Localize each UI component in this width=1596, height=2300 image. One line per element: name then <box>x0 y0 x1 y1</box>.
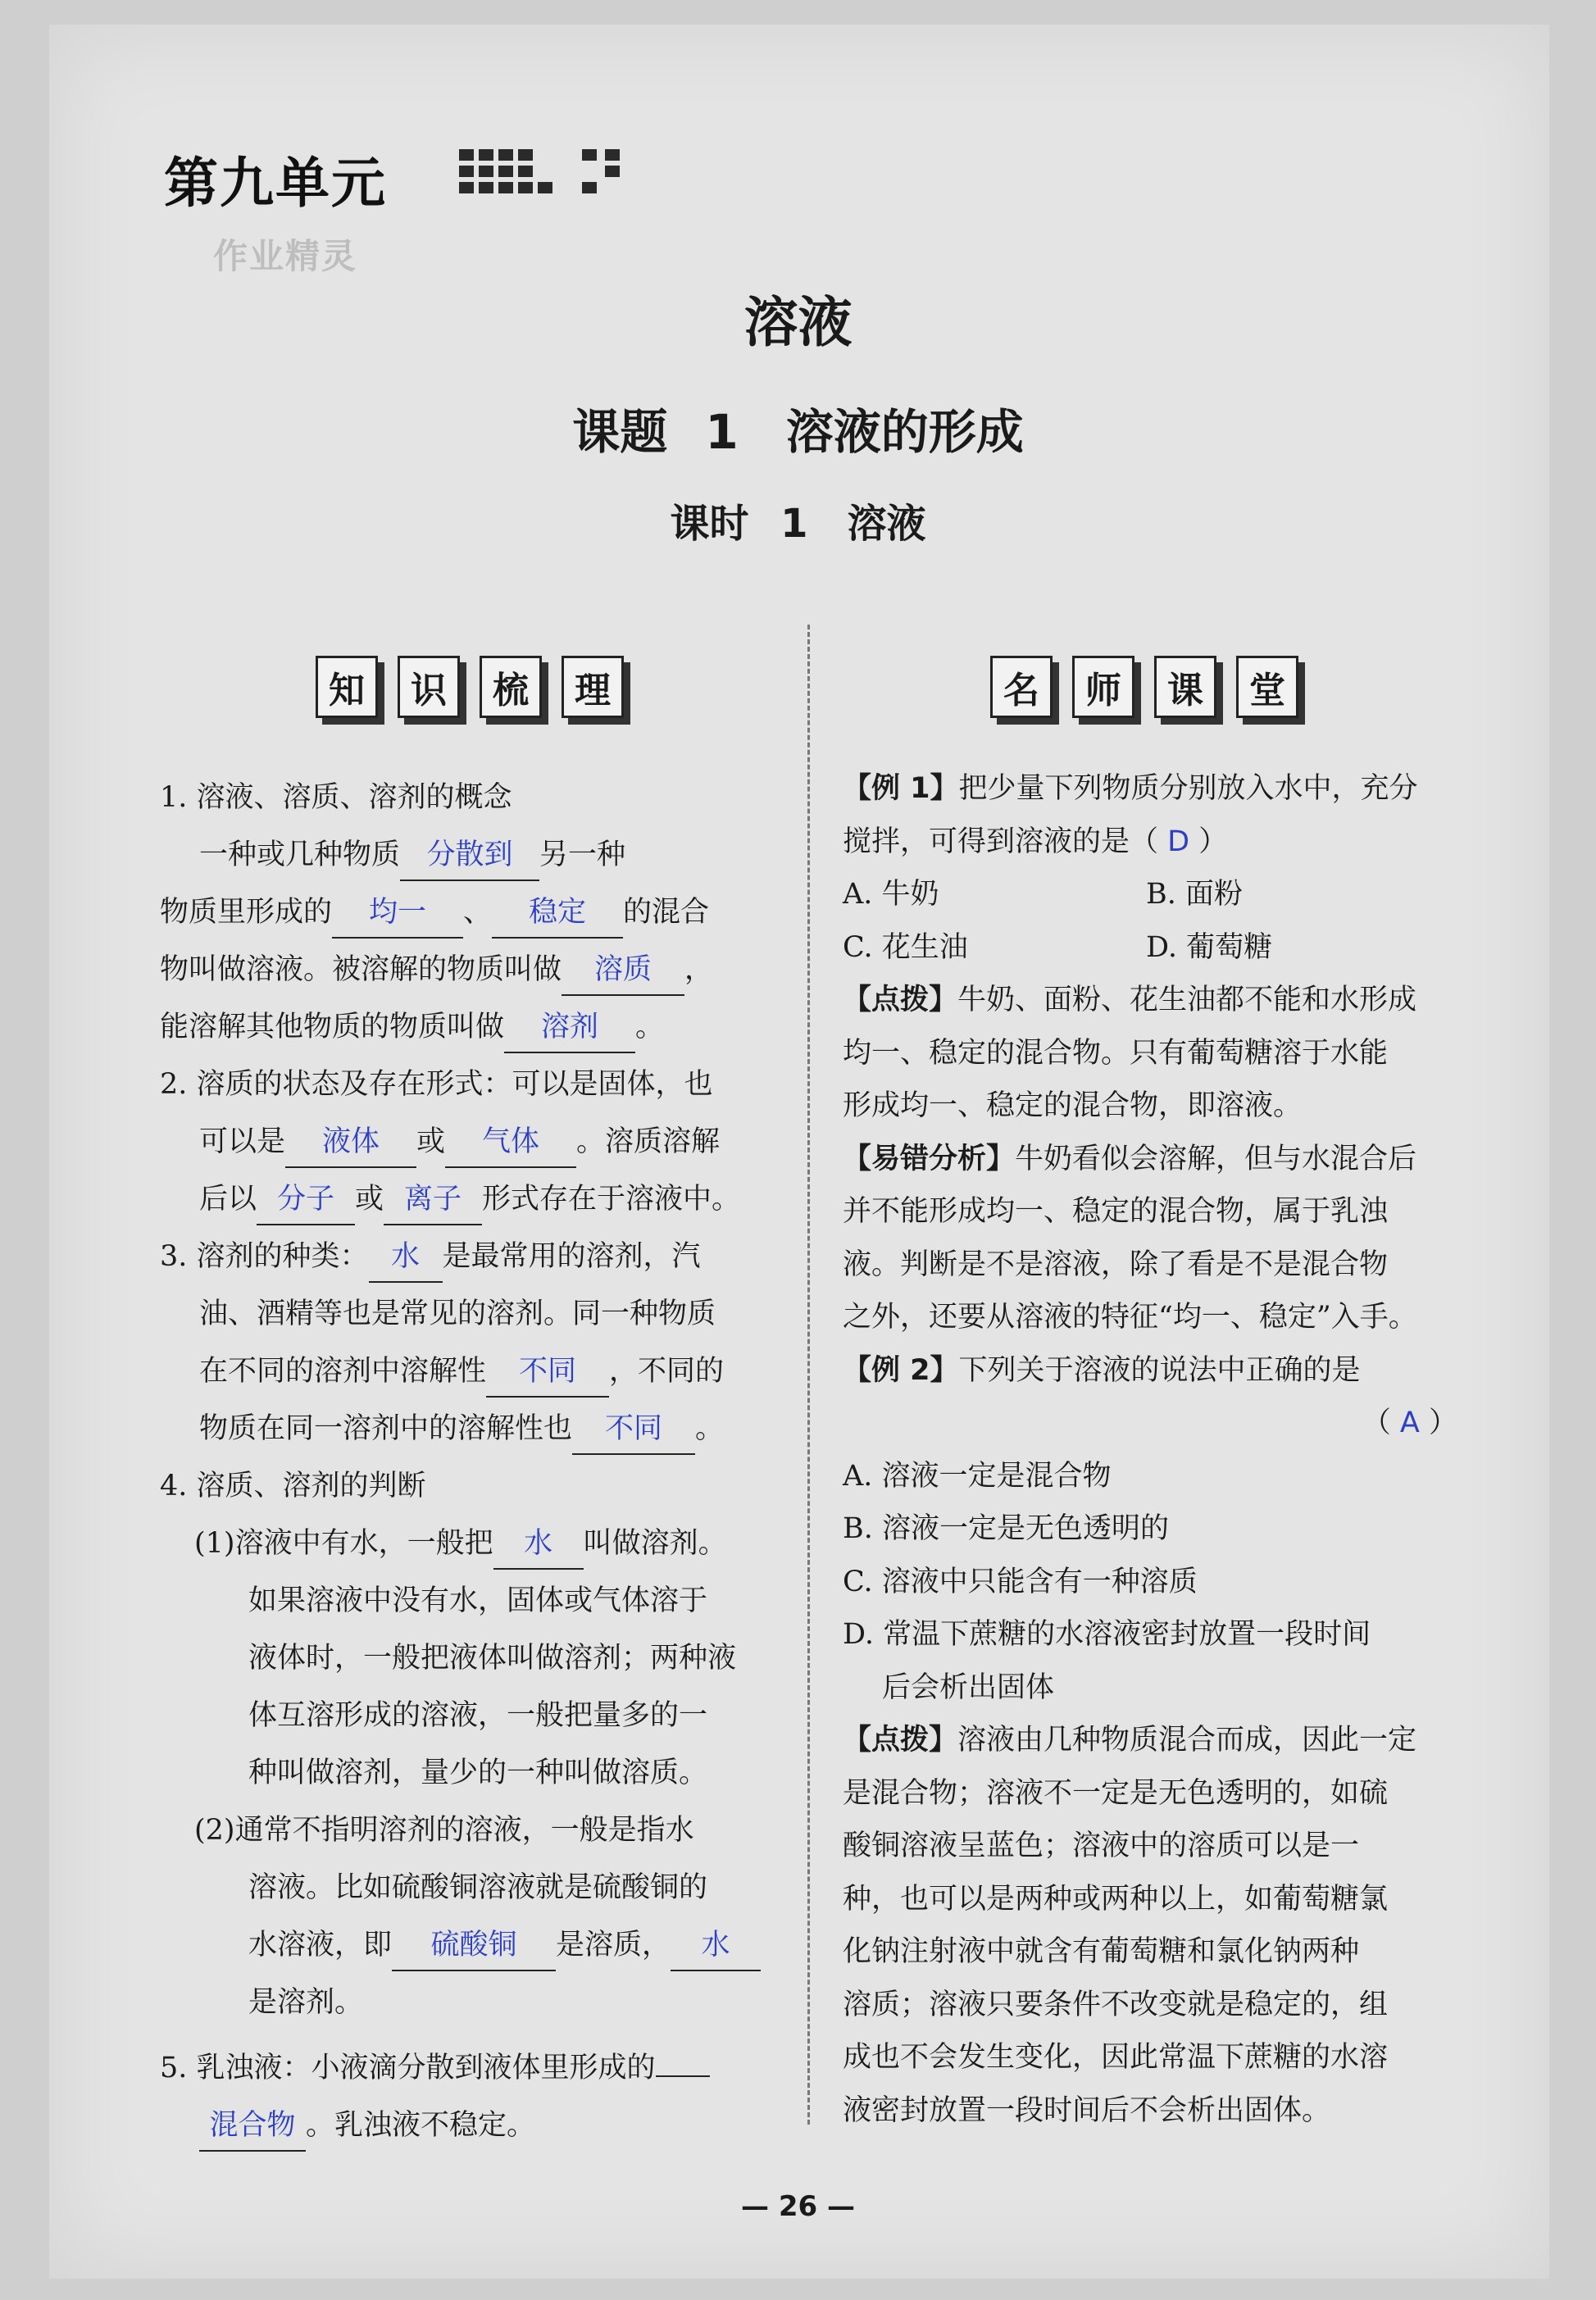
example-tag: 【例 2】 <box>843 1353 959 1387</box>
heading-char: 知 <box>316 656 378 718</box>
text: 另一种 <box>539 839 626 871</box>
heading-char: 理 <box>562 656 624 718</box>
answer-blank[interactable] <box>384 1180 482 1225</box>
text-line: 溶质；溶液只要条件不改变就是稳定的，组 <box>843 1988 1389 2021</box>
option-a: A. 溶液一定是混合物 <box>843 1459 1112 1493</box>
answer-blank[interactable] <box>671 1925 761 1971</box>
handwritten-answer: 溶剂 <box>541 1011 599 1043</box>
answer-blank[interactable] <box>199 2106 306 2152</box>
answer-blank[interactable] <box>504 1007 635 1053</box>
text: ） <box>1419 1407 1457 1439</box>
answer-blank[interactable] <box>562 950 684 996</box>
text: 溶液由几种物质混合而成，因此一定 <box>957 1724 1417 1757</box>
text: 的混合 <box>623 896 710 929</box>
tip-tag: 【点拨】 <box>843 984 958 1016</box>
handwritten-answer: 分散到 <box>426 839 513 871</box>
text-line: 液密封放置一段时间后不会析出固体。 <box>843 2093 1331 2127</box>
text-line: (2)通常不指明溶剂的溶液，一般是指水 <box>194 1814 694 1847</box>
text: 牛奶看似会溶解，但与水混合后 <box>1015 1142 1417 1175</box>
text-line: 是溶剂。 <box>248 1986 364 2019</box>
text: 在不同的溶剂中溶解性 <box>199 1355 487 1388</box>
text: 。溶质溶解 <box>576 1125 721 1158</box>
example-1-options <box>843 868 1466 974</box>
text: ） <box>1189 825 1228 858</box>
answer-blank[interactable] <box>285 1122 416 1168</box>
knowledge-summary-heading <box>316 656 624 718</box>
option-d: D. 常温下蔗糖的水溶液密封放置一段时间 <box>843 1618 1371 1651</box>
text-line: 种，也可以是两种或两种以上，如葡萄糖氯 <box>843 1882 1389 1916</box>
heading-char: 堂 <box>1236 656 1298 718</box>
example-2-question <box>843 1344 1466 1398</box>
text-line <box>160 1170 783 1228</box>
section-5-title <box>160 2031 783 2097</box>
text: 物质在同一溶剂中的溶解性也 <box>199 1412 573 1445</box>
text-line: 形成均一、稳定的混合物，即溶液。 <box>843 1089 1303 1122</box>
tip-tag: 【点拨】 <box>843 1724 958 1757</box>
text-line: 种叫做溶剂，量少的一种叫做溶质。 <box>248 1757 708 1789</box>
answer-blank[interactable] <box>486 1352 609 1398</box>
text: 可以是 <box>199 1125 286 1158</box>
heading-char: 梳 <box>480 656 542 718</box>
error-tag: 【易错分析】 <box>843 1142 1016 1175</box>
text: 是最常用的溶剂，汽 <box>442 1240 701 1273</box>
text-line: 是混合物；溶液不一定是无色透明的，如硫 <box>843 1776 1389 1810</box>
handwritten-answer: 硫酸铜 <box>430 1929 517 1961</box>
text-line: 之外，还要从溶液的特征“均一、稳定”入手。 <box>843 1301 1417 1334</box>
option-b: B. 面粉 <box>1146 878 1243 911</box>
page-number: — 26 — <box>741 2190 855 2223</box>
text: 水溶液，即 <box>248 1929 393 1961</box>
text: （ <box>1362 1407 1400 1439</box>
handwritten-answer: 液体 <box>322 1125 380 1158</box>
text: 3. 溶剂的种类： <box>160 1240 369 1273</box>
unit-title-decoration <box>459 149 664 198</box>
knowledge-column <box>160 769 783 2154</box>
text: 叫做溶剂。 <box>583 1527 727 1560</box>
handwritten-answer: 稳定 <box>529 896 587 929</box>
answer-blank[interactable] <box>400 835 539 881</box>
answer-blank[interactable] <box>257 1180 355 1225</box>
text: 搅拌，可得到溶液的是（ <box>843 825 1168 858</box>
text-line: 酸铜溶液呈蓝色；溶液中的溶质可以是一 <box>843 1830 1360 1862</box>
text-line: 液。判断是不是溶液，除了看是不是混合物 <box>843 1248 1389 1281</box>
text-line <box>160 1515 783 1572</box>
text-line <box>160 1916 783 1974</box>
text-line <box>843 816 1466 869</box>
example-tag: 【例 1】 <box>843 772 959 805</box>
text-line <box>160 1113 783 1170</box>
unit-title: 第九单元 <box>164 152 387 215</box>
text: 能溶解其他物质的物质叫做 <box>160 1011 505 1043</box>
heading-char: 师 <box>1072 656 1134 718</box>
text: 下列关于溶液的说法中正确的是 <box>958 1353 1361 1387</box>
option-b: B. 溶液一定是无色透明的 <box>843 1512 1169 1545</box>
heading-char: 课 <box>1154 656 1216 718</box>
handwritten-answer: 离子 <box>404 1183 462 1216</box>
answer-blank[interactable] <box>492 893 623 939</box>
answer-blank[interactable] <box>392 1925 556 1971</box>
text-line: 溶液。比如硫酸铜溶液就是硫酸铜的 <box>248 1871 708 1904</box>
text-line: 体互溶形成的溶液，一般把量多的一 <box>248 1699 708 1732</box>
answer-blank[interactable] <box>332 893 463 939</box>
main-title: 溶液 <box>743 291 853 354</box>
section-1-title: 1. 溶液、溶质、溶剂的概念 <box>160 781 512 814</box>
handwritten-answer: A <box>1399 1407 1420 1439</box>
section-2-title: 2. 溶质的状态及存在形式：可以是固体，也 <box>160 1068 713 1101</box>
answer-blank[interactable] <box>493 1524 584 1570</box>
text: ， <box>684 953 714 986</box>
answer-blank[interactable] <box>369 1237 443 1283</box>
handwritten-answer: 不同 <box>519 1355 577 1388</box>
handwritten-answer: 不同 <box>605 1412 663 1445</box>
answer-blank[interactable] <box>572 1409 695 1455</box>
handwritten-answer: 气体 <box>482 1125 540 1158</box>
text-line: 油、酒精等也是常见的溶剂。同一种物质 <box>199 1298 716 1330</box>
option-a: A. 牛奶 <box>843 878 939 911</box>
text-line: 均一、稳定的混合物。只有葡萄糖溶于水能 <box>843 1036 1389 1070</box>
text: 物叫做溶液。被溶解的物质叫做 <box>160 953 562 986</box>
text: (1)溶液中有水，一般把 <box>194 1527 493 1560</box>
lesson-title: 课题 1 溶液的形成 <box>572 404 1024 460</box>
text: ，不同的 <box>609 1355 725 1388</box>
text-line: 如果溶液中没有水，固体或气体溶于 <box>248 1584 708 1617</box>
handwritten-answer: 水 <box>391 1240 421 1273</box>
text: 5. 乳浊液：小液滴分散到液体里形成的 <box>160 2052 656 2084</box>
text: 形式存在于溶液中。 <box>482 1183 741 1216</box>
section-4-title: 4. 溶质、溶剂的判断 <box>160 1470 426 1502</box>
heading-char: 名 <box>990 656 1053 718</box>
handwritten-answer: D <box>1167 825 1190 858</box>
text: 把少量下列物质分别放入水中，充分 <box>958 772 1418 805</box>
text-line <box>160 1343 783 1400</box>
handwritten-answer: 溶质 <box>594 953 652 986</box>
watermark: 作业精灵 <box>213 236 358 276</box>
text-line <box>160 941 783 998</box>
tip-2 <box>843 1714 1466 1767</box>
text-line <box>160 1400 783 1457</box>
handwritten-answer: 均一 <box>369 896 427 929</box>
option-d: D. 葡萄糖 <box>1146 930 1273 964</box>
text: 、 <box>463 896 493 929</box>
text-line: 化钠注射液中就含有葡萄糖和氯化钠两种 <box>843 1935 1360 1968</box>
text: 一种或几种物质 <box>199 839 401 871</box>
period-title: 课时 1 溶液 <box>670 501 926 547</box>
text-line <box>160 998 783 1056</box>
answer-blank-start <box>656 2031 710 2077</box>
text-line: 成也不会发生变化，因此常温下蔗糖的水溶 <box>843 2041 1389 2074</box>
teacher-class-heading <box>990 656 1298 718</box>
text: 。乳浊液不稳定。 <box>306 2109 536 2142</box>
error-analysis <box>843 1133 1466 1186</box>
handwritten-answer: 分子 <box>277 1183 335 1216</box>
text: 或 <box>416 1125 446 1158</box>
option-c: C. 花生油 <box>843 930 968 964</box>
text-line: 并不能形成均一、稳定的混合物，属于乳浊 <box>843 1195 1389 1228</box>
text-line: 液体时，一般把液体叫做溶剂；两种液 <box>248 1642 737 1675</box>
option-c: C. 溶液中只能含有一种溶质 <box>843 1565 1198 1598</box>
text: 后以 <box>199 1183 257 1216</box>
text-line <box>160 884 783 941</box>
option-d-continued: 后会析出固体 <box>882 1670 1055 1704</box>
heading-char: 识 <box>398 656 460 718</box>
teacher-column <box>843 762 1466 2137</box>
column-divider <box>807 625 810 2125</box>
handwritten-answer: 水 <box>524 1527 553 1560</box>
example-1-question <box>843 762 1466 816</box>
section-3-title <box>160 1228 783 1285</box>
handwritten-answer: 混合物 <box>209 2109 296 2142</box>
answer-paren <box>843 1397 1466 1450</box>
text: 。 <box>635 1011 665 1043</box>
text-line <box>160 2097 783 2154</box>
text: 是溶质， <box>556 1929 671 1961</box>
text: 或 <box>355 1183 384 1216</box>
text: 。 <box>695 1412 725 1445</box>
text: 物质里形成的 <box>160 896 333 929</box>
tip-1 <box>843 974 1466 1027</box>
text: 牛奶、面粉、花生油都不能和水形成 <box>957 984 1417 1016</box>
text-line <box>160 826 783 884</box>
answer-blank[interactable] <box>445 1122 576 1168</box>
handwritten-answer: 水 <box>701 1929 730 1961</box>
